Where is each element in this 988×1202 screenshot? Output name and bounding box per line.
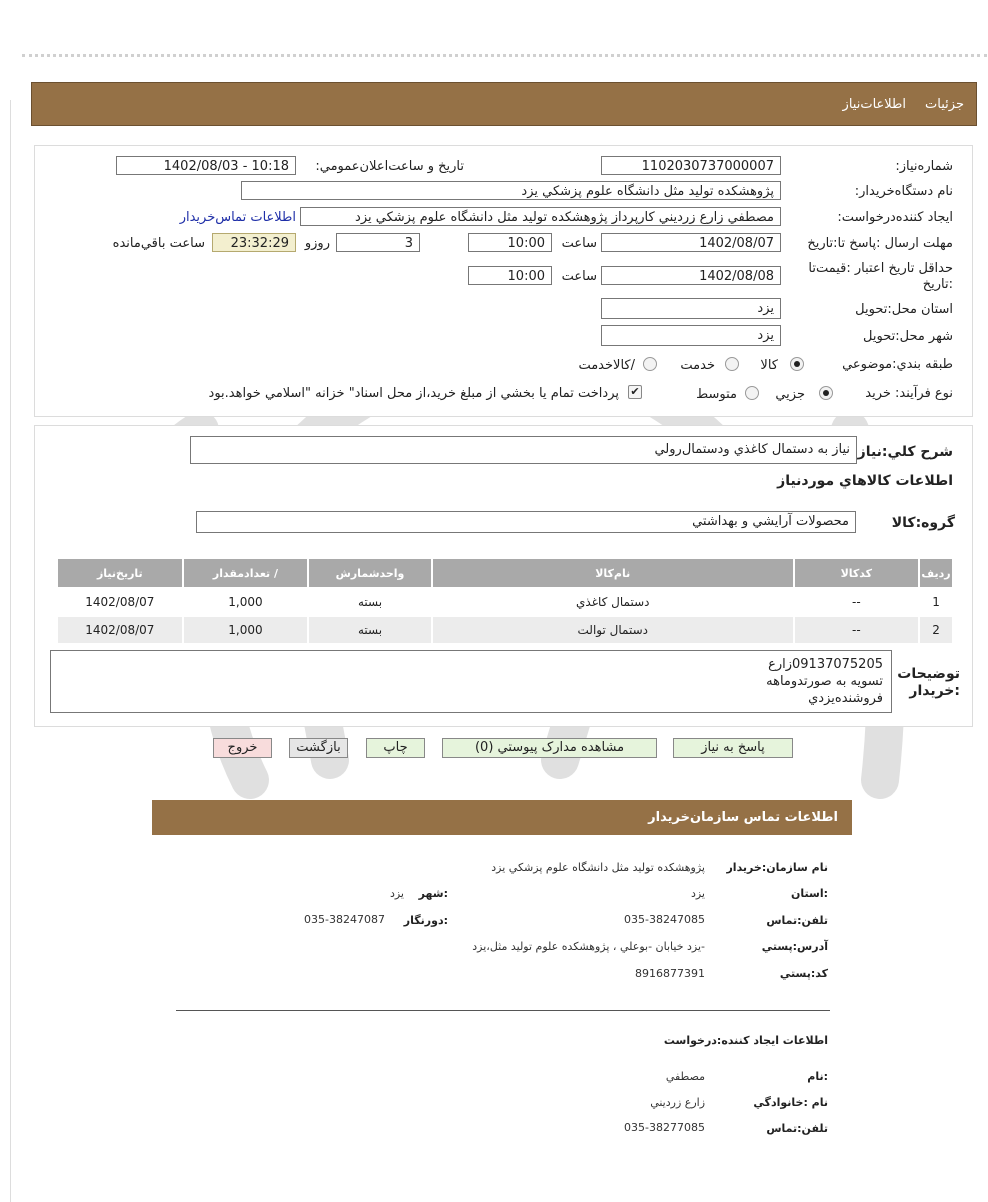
process-medium-label: متوسط <box>696 387 737 402</box>
row-index: 2 <box>920 617 952 643</box>
city-label: شهر محل:تحويل <box>863 329 953 344</box>
buyer-contact-link[interactable]: اطلاعات تماس‌خريدار <box>179 210 296 225</box>
org-label: نام دستگاه‌خريدار: <box>854 184 953 199</box>
goods-section-title: اطلاعات کالاهاي موردنياز <box>777 473 953 489</box>
row-name: دستمال کاغذي <box>433 589 793 615</box>
description-field: نياز به دستمال کاغذي ودستمال‌رولي <box>190 436 857 464</box>
category-service-radio[interactable] <box>725 357 739 371</box>
days-field: 3 <box>336 233 420 252</box>
need-number-field: 1102030737000007 <box>601 156 781 175</box>
creator-phone-label: تلفن:تماس <box>766 1122 828 1135</box>
creator-family-label: نام :خانوادگي <box>753 1096 828 1109</box>
announce-field: 1402/08/03 - 10:18 <box>116 156 296 175</box>
group-label: گروه:کالا <box>891 515 955 531</box>
category-both-label: /کالاخدمت <box>578 358 635 373</box>
org-name-label: نام سازمان:خريدار <box>726 861 828 874</box>
postal-value: 8916877391 <box>635 967 705 980</box>
process-small-radio[interactable] <box>819 386 833 400</box>
row-qty: 1,000 <box>184 589 308 615</box>
row-date: 1402/08/07 <box>58 617 182 643</box>
row-date: 1402/08/07 <box>58 589 182 615</box>
print-button[interactable]: چاپ <box>366 738 425 758</box>
validity-label: حداقل تاريخ اعتبار :قيمت‌تا :تاريخ <box>808 261 953 292</box>
creator-name-label: :نام <box>807 1070 828 1083</box>
row-code: -- <box>795 589 918 615</box>
treasury-payment-note: پرداخت تمام يا بخشي از مبلغ خريد،از محل اسناد" خزانه "اسلامي خواهد.بود <box>208 386 619 401</box>
category-label: طبقه بندي:موضوعي <box>842 357 953 372</box>
buyer-contact-header <box>152 800 852 835</box>
validity-date-field: 1402/08/08 <box>601 266 781 285</box>
buyer-notes-line1: 09137075205زارع <box>768 657 883 672</box>
tab-need-info[interactable]: اطلاعات‌نياز <box>842 97 906 112</box>
deadline-hour-label: ساعت <box>561 236 597 251</box>
category-both-radio[interactable] <box>643 357 657 371</box>
remaining-label: ساعت باقي‌مانده <box>112 236 205 251</box>
row-qty: 1,000 <box>184 617 308 643</box>
postal-label: کد:پستي <box>779 967 828 980</box>
city-contact-label: :شهر <box>418 887 448 900</box>
table-header-row <box>58 559 952 587</box>
fax-value: 035-38247087 <box>304 913 385 926</box>
description-label: شرح کلي:نياز <box>857 444 953 460</box>
table-row <box>58 589 952 615</box>
province-field: يزد <box>601 298 781 319</box>
validity-time-field: 10:00 <box>468 266 552 285</box>
view-attachments-button[interactable]: مشاهده مدارک پيوستي (0) <box>442 738 657 758</box>
group-field: محصولات آرايشي و بهداشتي <box>196 511 856 533</box>
category-goods-label: کالا <box>760 358 778 373</box>
creator-phone-value: 035-38277085 <box>624 1121 705 1134</box>
city-contact-value: يزد <box>389 887 404 900</box>
top-dotted-divider <box>22 54 987 57</box>
validity-hour-label: ساعت <box>561 269 597 284</box>
treasury-payment-checkbox[interactable]: ✔ <box>628 385 642 399</box>
creator-info-title: اطلاعات ايجاد کننده:درخواست <box>663 1034 828 1047</box>
goods-table <box>56 557 954 645</box>
province-label: استان محل:تحويل <box>855 302 953 317</box>
col-name-header: نام‌کالا <box>433 559 793 587</box>
row-unit: بسته <box>309 589 431 615</box>
page-header-bar <box>31 82 977 126</box>
buyer-contact-title: اطلاعات تماس سازمان‌خريدار <box>648 810 838 825</box>
province-contact-label: :استان <box>791 887 828 900</box>
reply-button[interactable]: پاسخ به نياز <box>673 738 793 758</box>
deadline-label: مهلت ارسال :پاسخ تا:تاريخ <box>807 236 953 251</box>
buyer-notes-line2: تسويه به صورتدوماهه <box>766 674 883 689</box>
process-medium-radio[interactable] <box>745 386 759 400</box>
tab-details[interactable]: جزئيات <box>925 97 964 112</box>
col-unit-header: واحدشمارش <box>309 559 431 587</box>
creator-family-value: زارع زرديني <box>650 1096 705 1109</box>
buyer-notes-label: توضيحات :خريدار <box>897 666 960 699</box>
days-label: روزو <box>304 236 330 251</box>
address-label: آدرس:پستي <box>761 940 828 953</box>
buyer-notes-field <box>50 650 892 713</box>
row-unit: بسته <box>309 617 431 643</box>
creator-label: ايجاد کننده‌درخواست: <box>837 210 953 225</box>
need-number-label: شماره‌نياز: <box>895 159 953 174</box>
col-date-header: تاريخ‌نياز <box>58 559 182 587</box>
creator-field: مصطفي زارع زرديني کارپرداز پژوهشکده توليد مثل دانشگاه علوم پزشکي يزد <box>300 207 781 226</box>
buyer-notes-line3: فروشنده‌يزدي <box>808 691 883 706</box>
address-value: -يزد خيابان -بوعلي ، پژوهشکده علوم توليد مثل،يزد <box>472 940 705 953</box>
fax-label: :دورنگار <box>403 914 448 927</box>
row-index: 1 <box>920 589 952 615</box>
province-contact-value: يزد <box>690 887 705 900</box>
exit-button[interactable]: خروج <box>213 738 272 758</box>
org-name-value: پژوهشکده توليد مثل دانشگاه علوم پزشکي يزد <box>491 861 705 874</box>
table-row <box>58 617 952 643</box>
phone-label: تلفن:تماس <box>766 914 828 927</box>
back-button[interactable]: بازگشت <box>289 738 348 758</box>
creator-name-value: مصطفي <box>665 1070 705 1083</box>
deadline-time-field: 10:00 <box>468 233 552 252</box>
phone-value: 035-38247085 <box>624 913 705 926</box>
col-code-header: کدکالا <box>795 559 918 587</box>
row-name: دستمال توالت <box>433 617 793 643</box>
process-small-label: جزيي <box>775 387 805 402</box>
category-service-label: خدمت <box>680 358 715 373</box>
org-field: پژوهشکده توليد مثل دانشگاه علوم پزشکي يزد <box>241 181 781 200</box>
col-row-header: رديف <box>920 559 952 587</box>
contact-divider <box>176 1010 830 1011</box>
process-label: نوع فرآيند: خريد <box>865 386 953 401</box>
category-goods-radio[interactable] <box>790 357 804 371</box>
col-qty-header: / تعدادمقدار <box>184 559 308 587</box>
left-border-line <box>10 100 11 1202</box>
remaining-time-field: 23:32:29 <box>212 233 296 252</box>
announce-label: تاريخ و ساعت‌اعلان‌عمومي: <box>315 159 464 174</box>
row-code: -- <box>795 617 918 643</box>
city-field: يزد <box>601 325 781 346</box>
deadline-date-field: 1402/08/07 <box>601 233 781 252</box>
